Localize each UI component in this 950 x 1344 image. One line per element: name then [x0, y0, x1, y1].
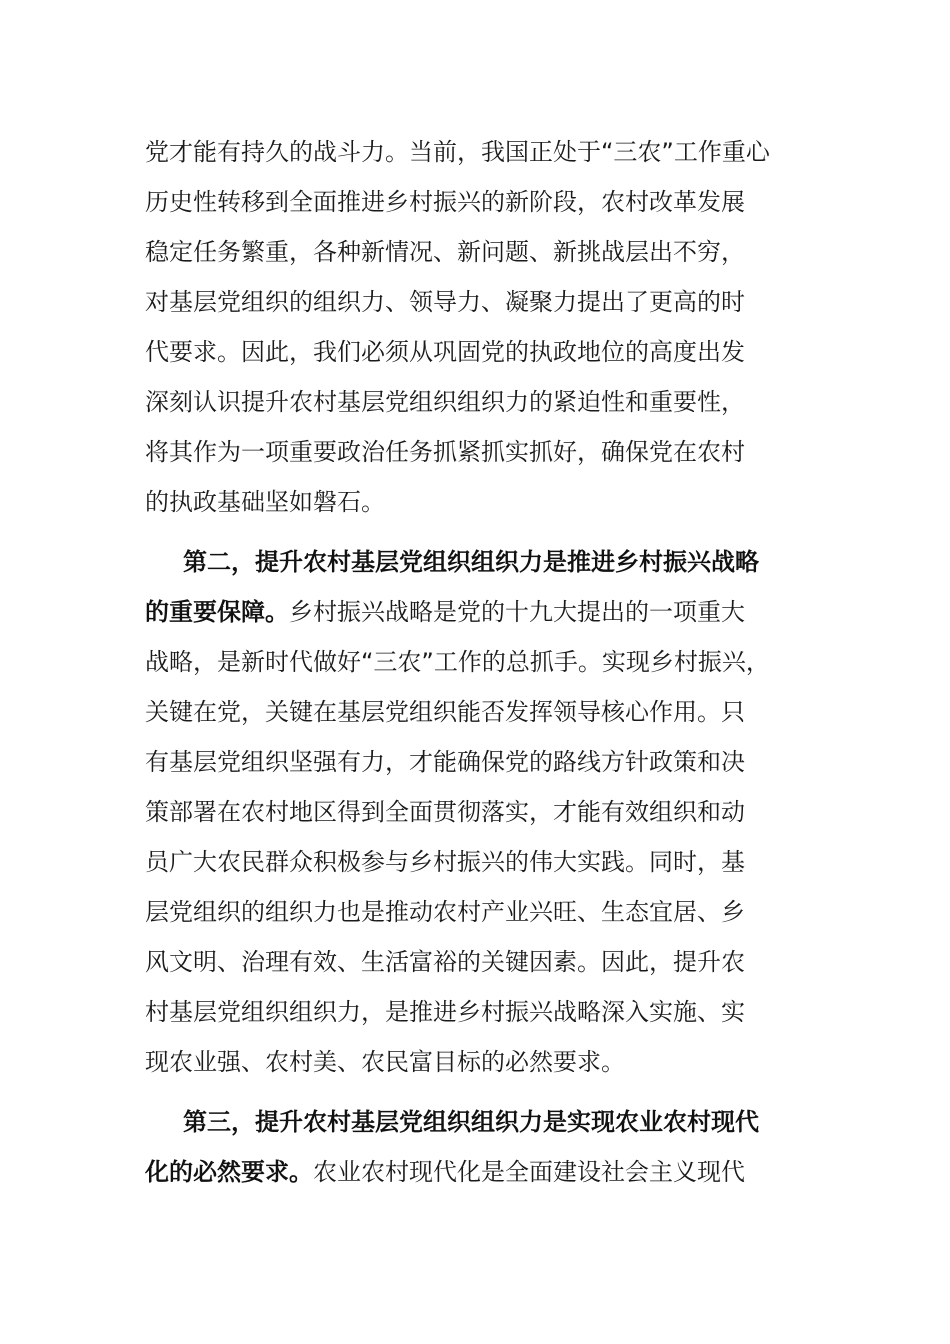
text-run: 乡村振兴战略是党的十九大提出的一项重大 [289, 598, 745, 626]
text-line: 将其作为一项重要政治任务抓紧抓实抓好，确保党在农村 [145, 438, 745, 466]
text-line: 党才能有持久的战斗力。当前，我国正处于“三农”工作重心 [145, 138, 770, 166]
section-heading-end: 的重要保障。 [145, 598, 289, 626]
paragraph-third-point [145, 1097, 807, 1197]
text-line: 有基层党组织坚强有力，才能确保党的路线方针政策和决 [145, 748, 745, 776]
text-line: 代要求。因此，我们必须从巩固党的执政地位的高度出发 [145, 338, 745, 366]
text-run: 农业农村现代化是全面建设社会主义现代 [313, 1158, 745, 1186]
text-line: 村基层党组织组织力，是推进乡村振兴战略深入实施、实 [145, 998, 745, 1026]
section-heading-line: 第三，提升农村基层党组织组织力是实现农业农村现代 [183, 1108, 759, 1136]
paragraph-continuation [145, 127, 807, 527]
text-line: 对基层党组织的组织力、领导力、凝聚力提出了更高的时 [145, 288, 745, 316]
text-line: 的执政基础坚如磐石。 [145, 488, 385, 516]
text-line: 深刻认识提升农村基层党组织组织力的紧迫性和重要性， [145, 388, 745, 416]
section-heading-line: 第二，提升农村基层党组织组织力是推进乡村振兴战略 [183, 548, 759, 576]
text-line [145, 587, 807, 637]
text-line: 关键在党，关键在基层党组织能否发挥领导核心作用。只 [145, 698, 745, 726]
text-line: 层党组织的组织力也是推动农村产业兴旺、生态宜居、乡 [145, 898, 745, 926]
section-heading-end: 化的必然要求。 [145, 1158, 313, 1186]
text-line: 历史性转移到全面推进乡村振兴的新阶段，农村改革发展 [145, 188, 745, 216]
text-line: 策部署在农村地区得到全面贯彻落实，才能有效组织和动 [145, 798, 745, 826]
paragraph-second-point [145, 537, 807, 1087]
text-line: 战略，是新时代做好“三农”工作的总抓手。实现乡村振兴， [145, 648, 770, 676]
text-line: 风文明、治理有效、生活富裕的关键因素。因此，提升农 [145, 948, 745, 976]
text-line [145, 1147, 807, 1197]
text-line: 稳定任务繁重，各种新情况、新问题、新挑战层出不穷， [145, 238, 745, 266]
text-line: 员广大农民群众积极参与乡村振兴的伟大实践。同时，基 [145, 848, 745, 876]
text-line: 现农业强、农村美、农民富目标的必然要求。 [145, 1048, 625, 1076]
